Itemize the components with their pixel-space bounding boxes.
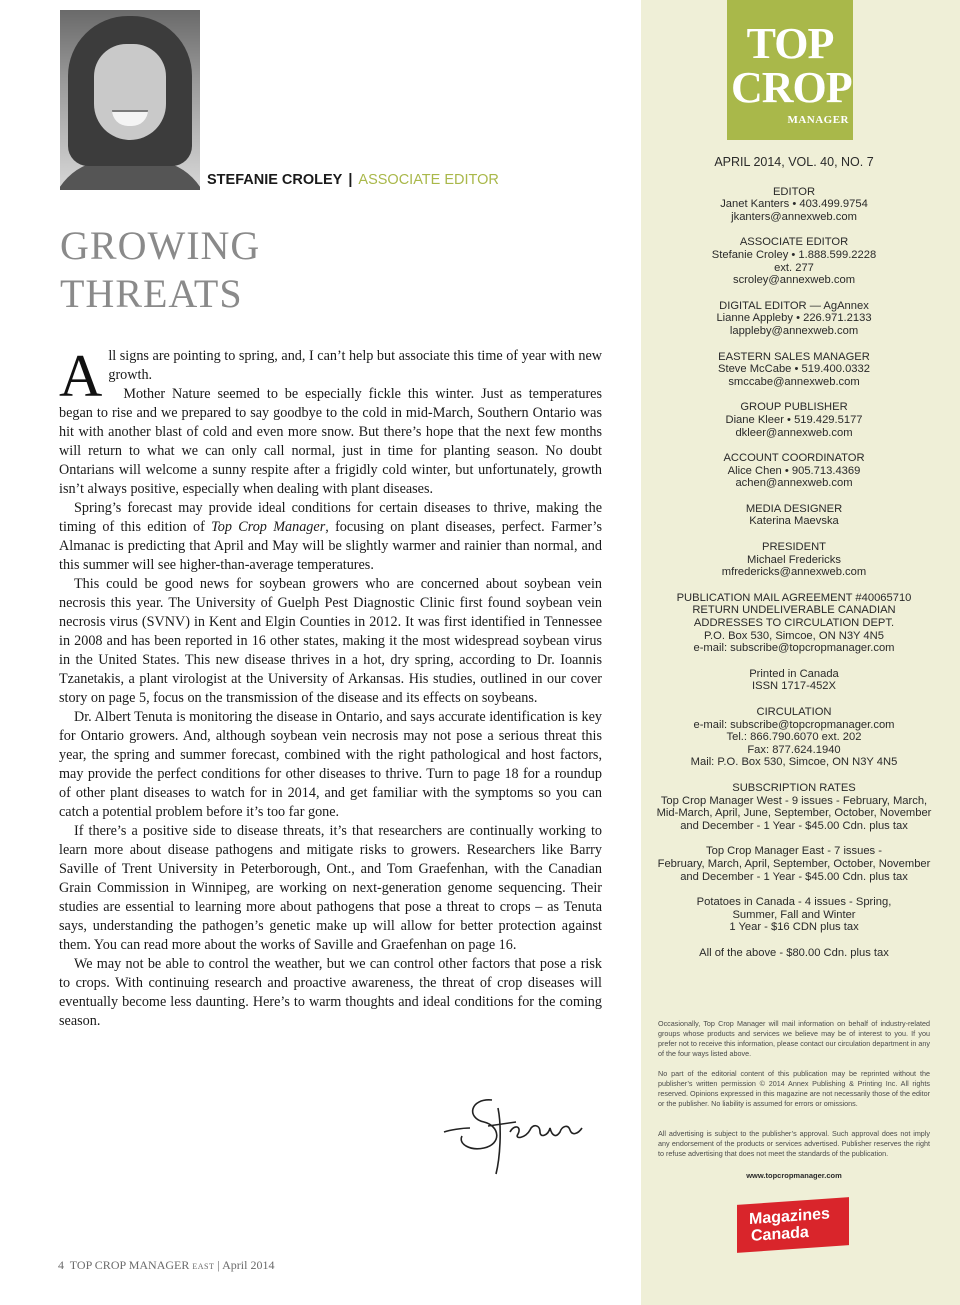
masthead-line: Mid-March, April, June, September, October, November — [656, 807, 932, 820]
masthead-publisher — [648, 401, 940, 439]
masthead-role: MEDIA DESIGNER — [745, 502, 843, 515]
headline — [60, 222, 260, 318]
headline-line-2: THREATS — [60, 271, 243, 316]
masthead-line: and December - 1 Year - $45.00 Cdn. plus tax — [680, 819, 908, 832]
article-paragraph — [59, 343, 602, 409]
masthead-role: CIRCULATION — [756, 706, 832, 718]
masthead-role: GROUP PUBLISHER — [740, 401, 848, 414]
masthead — [648, 156, 940, 973]
masthead-contact: Michael Fredericks — [747, 553, 841, 566]
drop-cap: A — [59, 343, 103, 409]
paragraph-text: , focusing on plant diseases, perfect. Farmer’s Almanac is predicting that April and May will be slightly warmer and rainier than normal, and this summer will see higher-than-average temperatures. — [59, 519, 602, 573]
masthead-circulation — [648, 706, 940, 769]
masthead-line: Potatoes in Canada - 4 issues - Spring, — [696, 896, 892, 909]
masthead-line: Printed in Canada — [749, 667, 839, 680]
privacy-notice: Occasionally, Top Crop Manager will mail information on behalf of industry-related groups whose products and services we believe may be of interest to you. If you prefer not to receive this information, please contact our circulation department in any of the four ways listed above. — [658, 1019, 930, 1058]
masthead-editor — [648, 186, 940, 224]
masthead-line: 1 Year - $16 CDN plus tax — [729, 921, 859, 934]
badge-line-2: Canada — [751, 1223, 809, 1245]
footer-edition: EAST — [192, 1262, 215, 1271]
masthead-line: February, March, April, September, October, November — [657, 857, 931, 870]
masthead-rates-potatoes — [648, 896, 940, 934]
masthead-role: PRESIDENT — [761, 541, 827, 554]
masthead-coordinator — [648, 452, 940, 490]
article-paragraph — [59, 499, 602, 575]
website-link[interactable]: www.topcropmanager.com — [746, 1171, 842, 1180]
publication-name: Top Crop Manager — [211, 519, 326, 535]
masthead-rates-all — [648, 947, 940, 960]
article-paragraph: Mother Nature seemed to be especially fickle this winter. Just as temperatures began to rise and we prepared to say goodbye to the cold in mid-March, Southern Ontario was hit with another blast of cold and even more snow. But there’s hope that the next few months will return to what we can only call normal, just in time for planting season. No doubt Ontarians will welcome a sunny respite after a frigidly cold winter, but unfortunately, growth isn’t always positive, especially when dealing with plant diseases. — [59, 386, 602, 497]
masthead-email: mfredericks@annexweb.com — [721, 566, 867, 579]
masthead-designer — [648, 503, 940, 528]
masthead-line: All of the above - $80.00 Cdn. plus tax — [699, 946, 889, 959]
top-crop-manager-logo — [727, 0, 853, 140]
masthead-line: Top Crop Manager West - 9 issues - February, March, — [660, 794, 928, 807]
masthead-line: ADDRESSES TO CIRCULATION DEPT. — [693, 617, 895, 630]
masthead-line: Top Crop Manager East - 7 issues - — [706, 845, 882, 858]
masthead-line: ISSN 1717-452X — [752, 680, 836, 693]
masthead-extension: ext. 277 — [774, 261, 814, 274]
footer-magazine: TOP CROP MANAGER — [69, 1258, 190, 1272]
headline-line-1: GROWING — [60, 223, 261, 268]
signature — [440, 1088, 590, 1178]
masthead-line: and December - 1 Year - $45.00 Cdn. plus tax — [680, 870, 908, 883]
author-name: STEFANIE CROLEY — [207, 172, 343, 188]
author-title: ASSOCIATE EDITOR — [358, 172, 499, 188]
article-paragraph: We may not be able to control the weather, but we can control other factors that pose a risk to crops. With continuing research and proactive awareness, the threat of crop diseases will eventually become less daunting. Here’s to warm thoughts and ideal conditions for the coming season. — [59, 956, 602, 1029]
masthead-contact: Lianne Appleby • 226.971.2133 — [716, 312, 872, 325]
masthead-role: EASTERN SALES MANAGER — [718, 350, 870, 363]
masthead-line: P.O. Box 530, Simcoe, ON N3Y 4N5 — [704, 629, 884, 642]
masthead-line: Tel.: 866.790.6070 ext. 202 — [726, 731, 862, 744]
masthead-email: dkleer@annexweb.com — [735, 426, 853, 439]
paragraph-text: ll signs are pointing to spring, and, I can’t help but associate this time of year with new growth. — [108, 348, 602, 383]
logo-line-1: TOP — [746, 19, 834, 68]
page-footer — [58, 1258, 274, 1273]
logo-line-2: CROP — [731, 63, 852, 112]
masthead-contact: Diane Kleer • 519.429.5177 — [725, 413, 863, 426]
masthead-contact: Katerina Maevska — [749, 515, 839, 528]
masthead-email: lappleby@annexweb.com — [729, 324, 859, 337]
article-paragraph: Dr. Albert Tenuta is monitoring the disease in Ontario, and says accurate identification is key for Ontario growers. And, although soybean vein necrosis may not pose a serious threat this year, the spring and summer forecast, combined with the right pathological and host factors, may provide the perfect conditions for other diseases to thrive. Turn to page 18 for a roundup of other plant diseases to watch for in 2014, and get familiar with the symptoms so you can catch a potential problem before it’s too far gone. — [59, 709, 602, 820]
masthead-line: Mail: P.O. Box 530, Simcoe, ON N3Y 4N5 — [690, 756, 898, 769]
page-number: 4 — [58, 1258, 64, 1272]
masthead-line: Fax: 877.624.1940 — [747, 743, 841, 756]
article-paragraph: If there’s a positive side to disease threats, it’s that researchers are continually working to learn more about disease pathogens and mitigate risks to growers. Researchers like Barry Saville of Trent University in Peterborough, Ont., and Tom Graefenhan, with the Canadian Grain Commission in Winnipeg, are working on next-generation genome sequencing. Their studies are essential to learning more about pathogens that pose a threat to crops – as Tenuta says, understanding the pathogen’s genetic make up will allow for better protection against them. You can read more about the works of Saville and Graefenhan on page 16. — [59, 823, 602, 953]
masthead-role: SUBSCRIPTION RATES — [732, 781, 856, 794]
article-paragraph: This could be good news for soybean growers who are concerned about soybean vein necrosis this year. The University of Guelph Pest Diagnostic Clinic first found soybean vein necrosis virus (SVNV) in Kent and Elgin Counties in 2012. It was first identified in Tennessee in 2008 and has been reported in 16 other states, making it the most widespread soybean virus in the United States. This new disease thrives in a hot, dry spring, according to Dr. Ioannis Tzanetakis, a plant virologist at the University of Arkansas. His studies, outlined in our cover story on page 5, focus on the transmission of the disease and its effects on soybeans. — [59, 576, 602, 706]
masthead-contact: Steve McCabe • 519.400.0332 — [718, 363, 870, 376]
masthead-role: ASSOCIATE EDITOR — [739, 236, 849, 249]
masthead-digital-editor — [648, 300, 940, 338]
byline — [207, 172, 499, 188]
masthead-role: DIGITAL EDITOR — AgAnnex — [719, 299, 869, 312]
author-photo — [60, 10, 200, 190]
badge-line-1: Magazines — [749, 1205, 830, 1229]
masthead-line: Summer, Fall and Winter — [732, 908, 856, 921]
magazines-canada-logo — [737, 1197, 849, 1253]
masthead-president — [648, 541, 940, 579]
masthead-line: e-mail: subscribe@topcropmanager.com — [693, 718, 895, 731]
masthead-email: jkanters@annexweb.com — [731, 210, 857, 223]
masthead-line: RETURN UNDELIVERABLE CANADIAN — [692, 604, 896, 617]
masthead-line: PUBLICATION MAIL AGREEMENT #40065710 — [676, 591, 912, 604]
masthead-role: ACCOUNT COORDINATOR — [723, 452, 865, 465]
footer-date: April 2014 — [222, 1258, 275, 1272]
masthead-line: e-mail: subscribe@topcropmanager.com — [693, 642, 895, 655]
article-body — [59, 343, 602, 1031]
masthead-contact: Janet Kanters • 403.499.9754 — [720, 198, 868, 211]
masthead-mail-agreement — [648, 592, 940, 655]
masthead-associate-editor — [648, 236, 940, 286]
masthead-sales — [648, 351, 940, 389]
masthead-contact: Stefanie Croley • 1.888.599.2228 — [711, 248, 877, 261]
advertising-notice: All advertising is subject to the publisher’s approval. Such approval does not imply any endorsement of the products or services advertised. Publisher reserves the right to refuse advertising that does not meet the standards of the publication. — [658, 1129, 930, 1158]
masthead-rates-west — [648, 782, 940, 832]
masthead-role: EDITOR — [772, 185, 816, 198]
masthead-email: achen@annexweb.com — [735, 477, 853, 490]
issue-info: APRIL 2014, VOL. 40, NO. 7 — [714, 155, 874, 169]
masthead-email: smccabe@annexweb.com — [728, 375, 860, 388]
copyright-notice: No part of the editorial content of this publication may be reprinted without the publisher’s written permission © 2014 Annex Publishing & Printing Inc. All rights reserved. Opinions expressed in this magazine are not necessarily those of the editor or the publisher. No liability is assumed for errors or omissions. — [658, 1069, 930, 1108]
footer-separator: | — [217, 1258, 220, 1272]
paragraph-text: Spring’s forecast may provide ideal conditions for certain diseases to thrive, making the timing of this edition of — [59, 500, 602, 535]
logo-line-3: MANAGER — [787, 114, 849, 126]
masthead-rates-east — [648, 845, 940, 883]
masthead-printed — [648, 668, 940, 693]
masthead-contact: Alice Chen • 905.713.4369 — [727, 464, 861, 477]
byline-separator: | — [348, 172, 353, 188]
masthead-email: scroley@annexweb.com — [732, 274, 856, 287]
